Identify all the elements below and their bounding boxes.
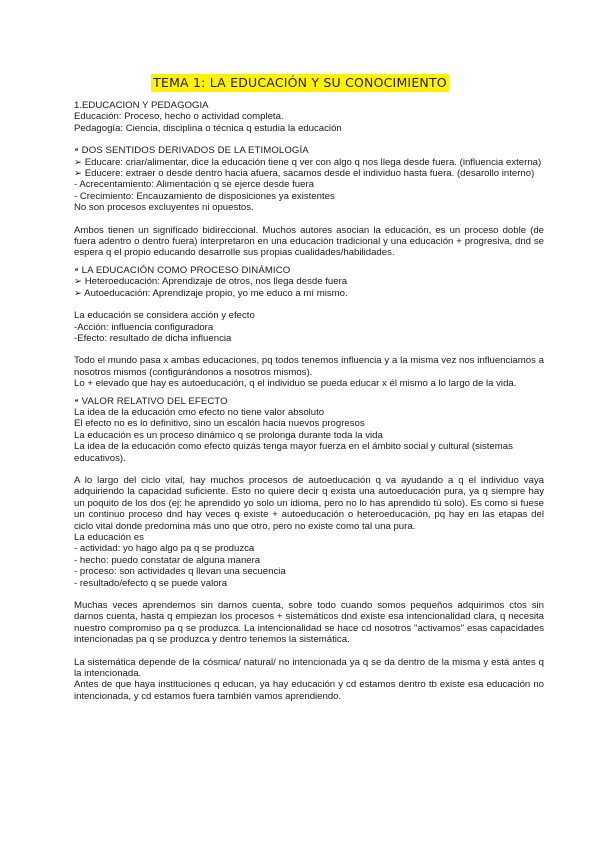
list-item-hecho: - hecho: puedo constatar de alguna manera	[74, 554, 261, 566]
paragraph-ambas-educaciones: Todo el mundo pasa x ambas educaciones, pq todos tenemos influencia y a la misma vez nos influenciamos a nosotros mismos (configurándonos a nosotros mismos).	[74, 355, 544, 378]
spacer	[74, 464, 544, 475]
paragraph-aprendemos-sin-darnos-cuenta: Muchas veces aprendemos sin darnos cuenta, sobre todo cuando somos pequeños adquirimos ctos sin darnos cuenta, hasta q empiezan los procesos + sistemáticos dnd existe esa intencionalidad clara, q necesita nuestro compromiso pa q se produzca. La intencionalidad se hace cd nosotros "activamos" esas capacidades intencionadas pa q se produzca y dentro tenemos la sistemática.	[74, 600, 544, 646]
valor-line-2: El efecto no es lo definitivo, sino un escalón hacia nuevos progresos	[74, 418, 365, 430]
list-item-crecimiento: - Crecimiento: Encauzamiento de disposiciones ya existentes	[74, 190, 335, 202]
spacer	[74, 134, 544, 145]
note-no-excluyentes: No son procesos excluyentes ni opuestos.	[74, 202, 254, 214]
section-heading-etimologia: ⁌ DOS SENTIDOS DERIVADOS DE LA ETIMOLOGÍA	[74, 145, 309, 157]
spacer	[74, 299, 544, 310]
list-item-proceso: - proceso: son actividades q llevan una secuencia	[74, 566, 286, 578]
efecto-definition: -Efecto: resultado de dicha influencia	[74, 332, 232, 344]
spacer	[74, 214, 544, 225]
valor-line-3: La educación es un proceso dinámico q se prolonga durante toda la vida	[74, 429, 383, 441]
educacion-es-heading: La educación es	[74, 532, 144, 543]
page-title: TEMA 1: LA EDUCACIÓN Y SU CONOCIMIENTO	[153, 75, 447, 90]
list-item-resultado: - resultado/efecto q se puede valora	[74, 577, 228, 589]
paragraph-sistematica: La sistemática depende de la cósmica/ natural/ no intencionada ya q se da dentro de la misma y está antes q la intencionada.	[74, 656, 544, 680]
list-item-educere: ➢ Educere: extraer o desde dentro hacia afuera, sacamos desde el individuo hasta fuera. (desarollo interno)	[74, 168, 535, 180]
spacer	[74, 344, 544, 355]
accion-efecto-intro: La educación se considera acción y efecto	[74, 310, 255, 322]
list-item-actividad: - actividad: yo hago algo pa q se produzca	[74, 543, 255, 555]
paragraph-instituciones: Antes de que haya instituciones q educan, ya hay educación y cd estamos dentro tb existe esa educación no intencionada, y cd estamos fuera también vamos aprendiendo.	[74, 679, 544, 702]
paragraph-ciclo-vital: A lo largo del ciclo vital, hay muchos procesos de autoeducación q va ayudando a q el individuo vaya adquiriendo la capacidad suficiente. Esto no quiere decir q exista una autoeducación pura, ya q siempre hay un poquito de los dos (ej: he aprendido yo solo un idioma, pero no lo has aprendido tú solo). Es como si fuese un continuo proceso dnd hay veces q existe + autoeducación o heteroeducación, pq hay en las etapas del ciclo vital donde predomina más uno que otro, pero no existe como tal una pura.	[74, 474, 544, 532]
document-body	[74, 100, 544, 702]
section-heading-valor-relativo: ⁌ VALOR RELATIVO DEL EFECTO	[74, 395, 228, 407]
list-item-heteroeducacion: ➢ Heteroeducación: Aprendizaje de otros, nos llega desde fuera	[74, 276, 348, 288]
accion-definition: -Acción: influencia configuradora	[74, 321, 214, 333]
spacer	[74, 589, 544, 600]
list-item-educare: ➢ Educare: criar/alimentar, dice la educación tiene q ver con algo q nos llega desde fuera. (influencia externa)	[74, 156, 542, 168]
spacer	[74, 646, 544, 657]
paragraph-autoeducacion-elevado: Lo + elevado que hay es autoeducación, q el individuo se pueda educar x él mismo a lo largo de la vida.	[74, 378, 517, 390]
paragraph-bidireccional: Ambos tienen un significado bidireccional. Muchos autores asocian la educación, es un proceso doble (de fuera adentro o dentro fuera) interpretaron en una educación tradicional y una educación + progresiva, dnd se espera q el propio educando desarrolle sus propias cualidades/habilidades.	[74, 224, 544, 259]
definition-educacion: Educación: Proceso, hecho o actividad completa.	[74, 111, 284, 123]
list-item-acrecentamiento: - Acrecentamiento: Alimentación q se ejerce desde fuera	[74, 179, 314, 191]
valor-line-1: La idea de la educación cmo efecto no tiene valor absoluto	[74, 406, 325, 418]
title-container	[0, 74, 600, 92]
section-heading-proceso-dinamico: ⁌ LA EDUCACIÓN COMO PROCESO DINÁMICO	[74, 264, 291, 276]
definition-pedagogia: Pedagogía: Ciencia, disciplina o técnica q estudia la educación	[74, 122, 342, 134]
valor-line-4: La idea de la educación como efecto quizás tenga mayor fuerza en el ámbito social y cultural (sistemas educativos).	[74, 441, 513, 464]
list-item-autoeducacion: ➢ Autoeducación: Aprendizaje propio, yo me educo a mí mismo.	[74, 287, 348, 299]
section-heading-educacion-pedagogia: 1.EDUCACION Y PEDAGOGIA	[74, 100, 209, 111]
